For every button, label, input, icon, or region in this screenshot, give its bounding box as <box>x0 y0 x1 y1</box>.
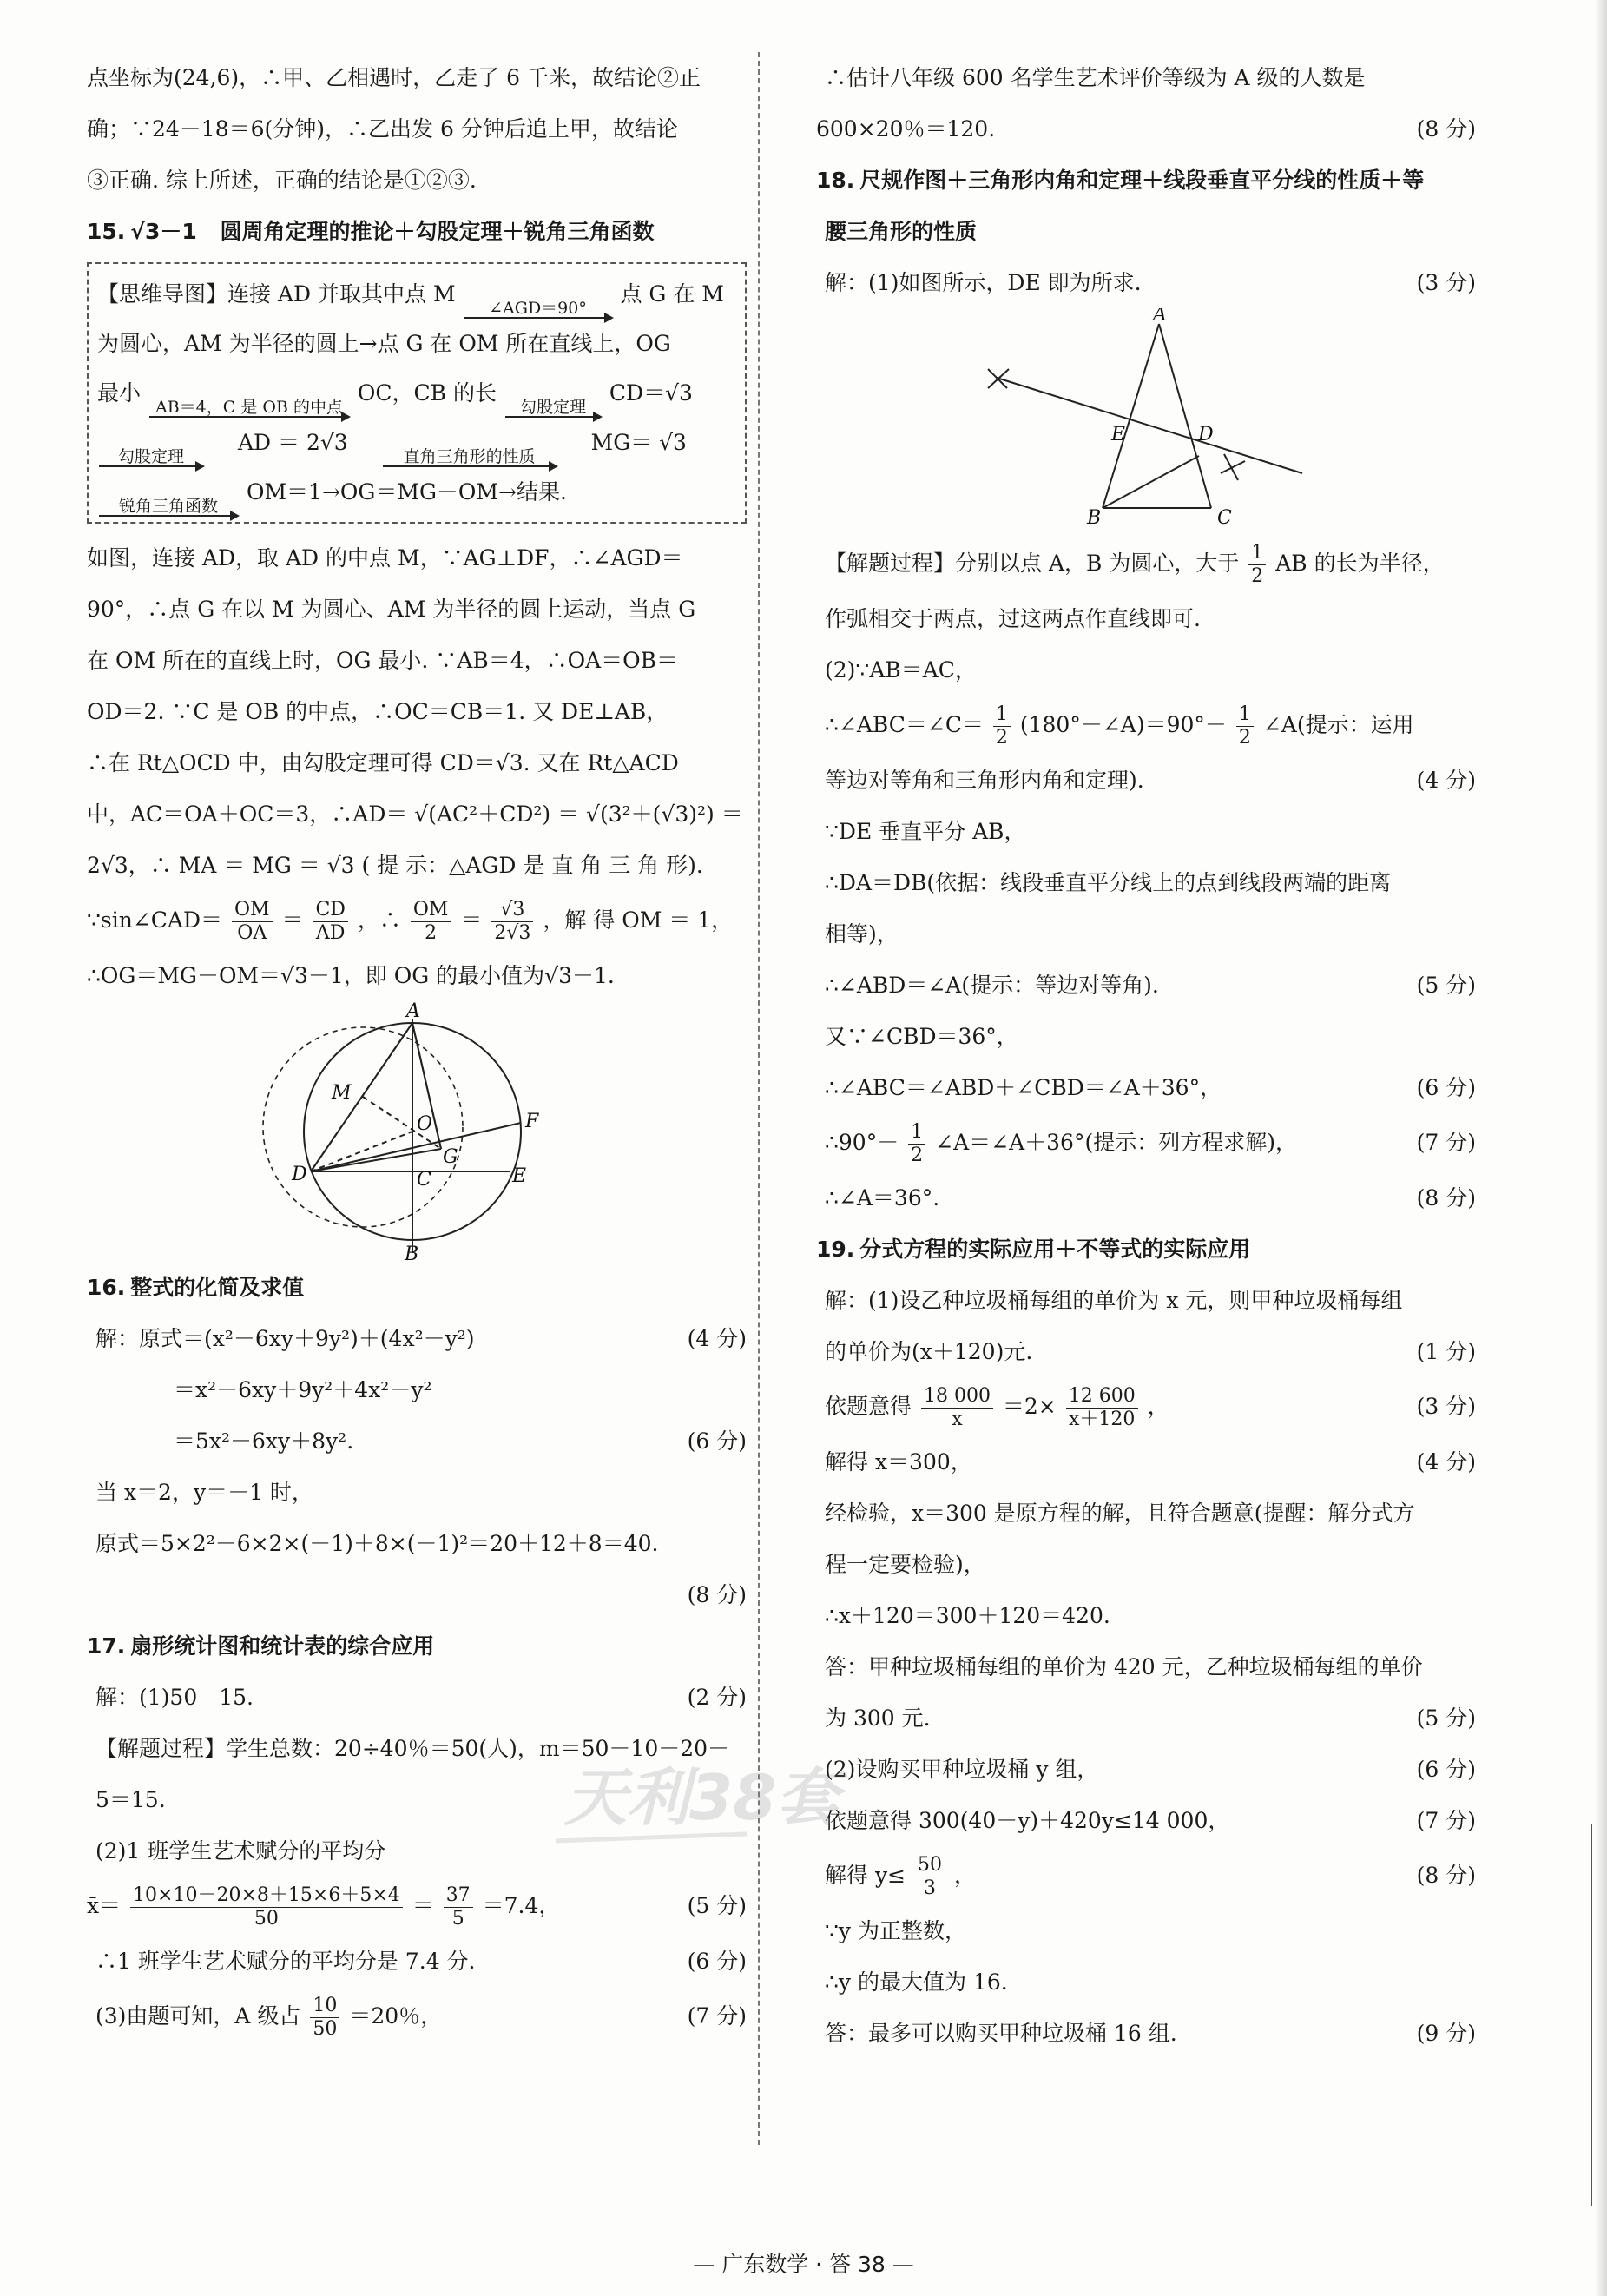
score-points: (4 分) <box>1416 768 1476 793</box>
question-topic: 分式方程的实际应用＋不等式的实际应用 <box>859 1237 1251 1262</box>
text-span: ∴∠ABC＝∠C＝ <box>825 712 984 737</box>
question-topic: 整式的化简及求值 <box>130 1275 305 1300</box>
text-span: MG＝ √3 <box>590 430 687 455</box>
score-points: (8 分) <box>1416 1185 1476 1211</box>
text-span: 解得 x＝300， <box>825 1449 972 1475</box>
solution-line <box>87 1313 747 1364</box>
solution-line <box>816 1113 1476 1172</box>
solution-line: (2)∵AB＝AC， <box>825 657 977 683</box>
solution-line: ∴OG＝MG－OM＝√3－1，即 OG 的最小值为√3－1. <box>87 963 615 988</box>
text-span: (180°－∠A)＝90°－ <box>1019 712 1227 737</box>
solution-line: 相等)， <box>825 921 899 947</box>
text-span: 解：原式＝(x²－6xy＋9y²)＋(4x²－y²) <box>95 1326 475 1351</box>
solution-line <box>816 257 1476 308</box>
text-span: ∴∠ABD＝∠A(提示：等边对等角). <box>825 973 1159 998</box>
denominator: x＋120 <box>1069 1409 1136 1430</box>
arrow-label: ∠AGD＝90° <box>489 299 587 318</box>
text-span: 依题意得 <box>825 1394 912 1419</box>
numerator: 12 600 <box>1066 1385 1138 1409</box>
score-points: (8 分) <box>1416 1863 1476 1888</box>
text-span: 的单价为(x＋120)元. <box>825 1339 1033 1364</box>
denominator: 2 <box>425 922 438 944</box>
text-span: OC，CB 的长 <box>357 380 497 406</box>
solution-line: 【解题过程】学生总数：20÷40％＝50(人)，m＝50－10－20－ <box>95 1736 730 1761</box>
fraction <box>310 1995 339 2041</box>
fraction <box>1236 703 1254 749</box>
fraction <box>130 1884 403 1930</box>
score-points: (7 分) <box>1416 1130 1476 1155</box>
fraction <box>921 1385 993 1431</box>
score-points: (7 分) <box>1416 1808 1476 1833</box>
arrow-label: 锐角三角函数 <box>118 497 218 516</box>
figure-label: D <box>1198 424 1214 445</box>
question-number: 19. <box>816 1237 855 1262</box>
fraction <box>1248 542 1266 588</box>
arrow-label: 直角三角形的性质 <box>403 447 536 466</box>
score-points: (9 分) <box>1416 2021 1476 2046</box>
figure-label: C <box>1217 507 1232 529</box>
text-line: 确；∵24－18＝6(分钟)，∴乙出发 6 分钟后追上甲，故结论 <box>87 116 678 142</box>
text-span: ＝2× <box>1002 1394 1057 1419</box>
numerator: 10×10＋20×8＋15×6＋5×4 <box>130 1884 403 1908</box>
solution-line <box>816 103 1476 155</box>
score-points: (5 分) <box>687 1893 747 1918</box>
numerator: 10 <box>310 1995 339 2018</box>
score-points: (3 分) <box>1416 1394 1476 1419</box>
fraction <box>444 1884 473 1930</box>
text-span: 解：(1)如图所示，DE 即为所求. <box>825 270 1142 295</box>
solution-line: ∴DA＝DB(依据：线段垂直平分线上的点到线段两端的距离 <box>825 870 1392 895</box>
numerator: 37 <box>444 1884 473 1908</box>
page-footer: — 广东数学 · 答 38 — <box>693 2252 914 2277</box>
solution-line <box>816 755 1476 806</box>
question-19-header <box>816 1224 1476 1275</box>
denominator: 2√3 <box>494 922 531 944</box>
denominator: OA <box>237 922 267 944</box>
circle-diagram <box>87 1001 747 1262</box>
solution-line: 原式＝5×2²－6×2×(－1)＋8×(－1)²＝20＋12＋8＝40. <box>95 1531 659 1556</box>
question-18-header <box>816 155 1476 206</box>
figure-label: D <box>292 1164 307 1185</box>
text-span: 【解题过程】分别以点 A，B 为圆心，大于 <box>825 551 1240 576</box>
denominator: 3 <box>923 1877 936 1899</box>
arrow-labeled <box>464 300 612 319</box>
denominator: 50 <box>313 2018 338 2040</box>
solution-line: 2√3，∴ MA ＝ MG ＝ √3 ( 提 示：△AGD 是 直 角 三 角 形). <box>87 853 703 878</box>
numerator: 1 <box>1248 542 1266 565</box>
scan-edge <box>1595 0 1607 2296</box>
question-number: 18. <box>816 168 855 193</box>
text-span: ， <box>1147 1394 1169 1419</box>
solution-line: (2)1 班学生艺术赋分的平均分 <box>95 1838 386 1864</box>
text-span: ＝ <box>281 907 304 933</box>
arrow-labeled <box>505 399 601 418</box>
question-topic: 尺规作图＋三角形内角和定理＋线段垂直平分线的性质＋等 <box>859 168 1425 193</box>
score-points: (1 分) <box>1416 1339 1476 1364</box>
score-points: (5 分) <box>1416 1706 1476 1731</box>
score-points: (2 分) <box>687 1685 747 1710</box>
score-points: (6 分) <box>1416 1757 1476 1782</box>
question-17-header <box>87 1620 747 1672</box>
solution-line <box>816 1062 1476 1113</box>
text-span: ＝20％， <box>349 2003 443 2029</box>
watermark-text: 天利38套 <box>564 1761 840 1834</box>
question-topic: 扇形统计图和统计表的综合应用 <box>130 1633 435 1659</box>
numerator: OM <box>411 899 451 922</box>
score-points: (8 分) <box>1416 116 1476 142</box>
fraction <box>491 899 533 945</box>
solution-line <box>816 534 1476 593</box>
text-span: (3)由题可知，A 级占 <box>95 2003 301 2029</box>
solution-line-sin: ∵sin∠CAD＝ $\frac{OM}{OA}$ ＝ $\frac{CD}{AD}$ ，∴ $\frac{OM}{2}$ ＝ $\frac{√3}{2√3}$ ，解 得 OM ＝ 1， <box>87 899 734 944</box>
figure-label: B <box>405 1244 419 1262</box>
score-points: (3 分) <box>1416 270 1476 295</box>
figure-label: A <box>406 1001 420 1022</box>
text-span: ∠A＝∠A＋36°(提示：列方程求解)， <box>935 1130 1297 1155</box>
figure-label: M <box>332 1082 352 1104</box>
score-points: (4 分) <box>687 1326 747 1351</box>
question-number: 17. <box>87 1633 126 1659</box>
text-span: 解得 y≤ <box>825 1863 906 1888</box>
numerator: 1 <box>1236 703 1254 727</box>
solution-line: 又∵∠CBD＝36°， <box>825 1024 1018 1049</box>
mind-map-line <box>97 467 736 517</box>
question-number: 15. <box>87 219 126 244</box>
figure-label: C <box>417 1169 431 1191</box>
fraction <box>411 899 451 945</box>
fraction <box>993 703 1011 749</box>
solution-line <box>87 1936 747 1987</box>
score-points: (6 分) <box>687 1949 747 1974</box>
score-points: (4 分) <box>1416 1449 1476 1475</box>
denominator: AD <box>315 922 346 944</box>
figure-label: B <box>1087 507 1102 529</box>
solution-line <box>816 960 1476 1011</box>
text-span: ∴∠A＝36°. <box>825 1185 940 1211</box>
text-span: ＝7.4， <box>482 1893 561 1918</box>
text-span: 点 G 在 M <box>620 281 724 307</box>
solution-line <box>816 1326 1476 1377</box>
fraction <box>232 899 273 945</box>
text-span: ，解 得 OM ＝ 1， <box>543 907 734 933</box>
solution-line: 5＝15. <box>95 1787 166 1812</box>
denominator: 2 <box>1251 565 1264 587</box>
triangle-figure <box>816 308 1476 534</box>
arrow-labeled <box>383 448 557 467</box>
solution-line <box>816 2008 1476 2059</box>
solution-line: ∵y 为正整数， <box>825 1918 966 1943</box>
solution-line: ∴y 的最大值为 16. <box>825 1969 1008 1995</box>
text-span: ∵sin∠CAD＝ <box>87 907 223 933</box>
fraction <box>1066 1385 1138 1431</box>
text-span: CD＝√3 <box>609 380 693 406</box>
solution-line: ∴x＋120＝300＋120＝420. <box>825 1603 1110 1628</box>
arrow-labeled <box>149 399 349 418</box>
denominator: 5 <box>451 1908 464 1930</box>
denominator: 2 <box>911 1145 924 1166</box>
solution-line: OD＝2. ∵C 是 OB 的中点，∴OC＝CB＝1. 又 DE⊥AB， <box>87 699 668 724</box>
text-span: 答：最多可以购买甲种垃圾桶 16 组. <box>825 2021 1177 2046</box>
text-span: ＝ <box>412 1893 434 1918</box>
solution-line: 当 x＝2，y＝－1 时， <box>95 1480 313 1505</box>
text-span: ， <box>953 1863 976 1888</box>
solution-line <box>87 1569 747 1620</box>
figure-label: O <box>417 1113 433 1135</box>
text-line: 点坐标为(24,6)，∴甲、乙相遇时，乙走了 6 千米，故结论②正 <box>87 65 701 90</box>
solution-line: 作弧相交于两点，过这两点作直线即可. <box>825 606 1201 631</box>
mind-map-line <box>97 368 736 418</box>
mind-map-box <box>87 262 747 524</box>
solution-line: 中，AC＝OA＋OC＝3，∴AD＝ √(AC²＋CD²) ＝ √(3²＋(√3)²) ＝ <box>87 802 743 827</box>
text-span: x̄＝ <box>87 1893 122 1918</box>
text-span: 最小 <box>97 380 142 406</box>
score-points: (6 分) <box>1416 1075 1476 1100</box>
text-span: AB 的长为半径， <box>1275 551 1445 576</box>
text-span: ∴∠ABC＝∠ABD＋∠CBD＝∠A＋36°， <box>825 1075 1222 1100</box>
figure-label: E <box>512 1165 527 1187</box>
question-topic: 圆周角定理的推论＋勾股定理＋锐角三角函数 <box>220 219 655 244</box>
arrow-labeled <box>99 498 238 517</box>
numerator: √3 <box>491 899 533 922</box>
text-span: 为 300 元. <box>825 1706 931 1731</box>
solution-line <box>816 1172 1476 1224</box>
figure-label: G <box>443 1146 458 1168</box>
denominator: 2 <box>1238 727 1251 749</box>
arrow-label: AB＝4，C 是 OB 的中点 <box>155 398 343 417</box>
question-number: 16. <box>87 1275 126 1300</box>
numerator: 50 <box>915 1854 945 1877</box>
solution-line: 答：甲种垃圾桶每组的单价为 420 元，乙种垃圾桶每组的单价 <box>825 1654 1423 1679</box>
circle-figure <box>87 1001 747 1262</box>
text-span: ＝5x²－6xy＋8y². <box>174 1428 354 1454</box>
solution-line: ∴估计八年级 600 名学生艺术评价等级为 A 级的人数是 <box>825 65 1366 90</box>
solution-line: 在 OM 所在的直线上时，OG 最小. ∵AB＝4，∴OA＝OB＝ <box>87 648 679 673</box>
solution-line <box>816 1377 1476 1436</box>
solution-line: 解：(1)设乙种垃圾桶每组的单价为 x 元，则甲种垃圾桶每组 <box>825 1288 1403 1313</box>
text-line: ③正确. 综上所述，正确的结论是①②③. <box>87 168 477 193</box>
question-16-header <box>87 1262 747 1313</box>
text-span: 【思维导图】连接 AD 并取其中点 M <box>97 281 456 307</box>
figure-label: E <box>1111 424 1126 445</box>
figure-label: F <box>525 1111 539 1132</box>
mind-map-line: 为圆心，AM 为半径的圆上→点 G 在 OM 所在直线上，OG <box>97 331 671 356</box>
score-points: (8 分) <box>687 1582 747 1607</box>
numerator: 1 <box>908 1121 925 1145</box>
text-span: OM＝1→OG＝MG－OM→结果. <box>246 479 567 505</box>
text-span: 等边对等角和三角形内角和定理). <box>825 768 1144 793</box>
solution-line <box>816 1436 1476 1488</box>
denominator: x <box>952 1409 963 1430</box>
text-span: 解：(1)50 15. <box>95 1685 254 1710</box>
arrow-label: 勾股定理 <box>519 398 586 417</box>
score-points: (6 分) <box>687 1428 747 1454</box>
solution-line: 程一定要检验)， <box>825 1552 985 1577</box>
denominator: 50 <box>254 1908 279 1930</box>
mind-map-line <box>97 269 736 319</box>
watermark-logo <box>556 1737 955 1902</box>
solution-line <box>87 1415 747 1467</box>
scan-line <box>1591 1824 1592 2206</box>
solution-line: 如图，连接 AD，取 AD 的中点 M，∵AG⊥DF，∴∠AGD＝ <box>87 545 683 571</box>
solution-line: 经检验，x＝300 是原方程的解，且符合题意(提醒：解分式方 <box>825 1501 1415 1526</box>
solution-line: 90°，∴点 G 在以 M 为圆心、AM 为半径的圆上运动，当点 G <box>87 597 696 622</box>
solution-line <box>816 696 1476 755</box>
text-span: ∠A(提示：运用 <box>1262 712 1414 737</box>
triangle-diagram <box>816 308 1476 534</box>
mind-map-line <box>97 418 736 467</box>
text-span: ∴1 班学生艺术赋分的平均分是 7.4 分. <box>95 1949 476 1974</box>
text-span: 依题意得 300(40－y)＋420y≤14 000， <box>825 1808 1230 1833</box>
numerator: 18 000 <box>921 1385 993 1409</box>
text-span: ∴90°－ <box>825 1130 899 1155</box>
text-span: (2)设购买甲种垃圾桶 y 组， <box>825 1757 1099 1782</box>
solution-line: ＝x²－6xy＋9y²＋4x²－y² <box>174 1377 432 1402</box>
score-points: (7 分) <box>687 2003 747 2029</box>
solution-line <box>87 1672 747 1723</box>
denominator: 2 <box>995 727 1008 749</box>
figure-label: A <box>1153 308 1167 326</box>
solution-line: ∵DE 垂直平分 AB， <box>825 819 1026 844</box>
numerator: 1 <box>993 703 1011 727</box>
text-span: AD ＝ 2√3 <box>237 430 348 455</box>
text-span: ，∴ <box>357 907 401 933</box>
arrow-labeled <box>99 448 203 467</box>
numerator: OM <box>232 899 273 922</box>
question-18-topic-cont: 腰三角形的性质 <box>825 219 978 244</box>
fraction <box>313 899 347 945</box>
fraction <box>908 1121 925 1167</box>
solution-line: ∴在 Rt△OCD 中，由勾股定理可得 CD＝√3. 又在 Rt△ACD <box>87 750 679 775</box>
question-answer: √3－1 <box>130 219 197 244</box>
text-span: 600×20％＝120. <box>816 116 996 142</box>
score-points: (5 分) <box>1416 973 1476 998</box>
numerator: CD <box>313 899 347 922</box>
question-15-header <box>87 206 747 257</box>
solution-line <box>87 1987 747 2046</box>
arrow-label: 勾股定理 <box>117 447 184 466</box>
